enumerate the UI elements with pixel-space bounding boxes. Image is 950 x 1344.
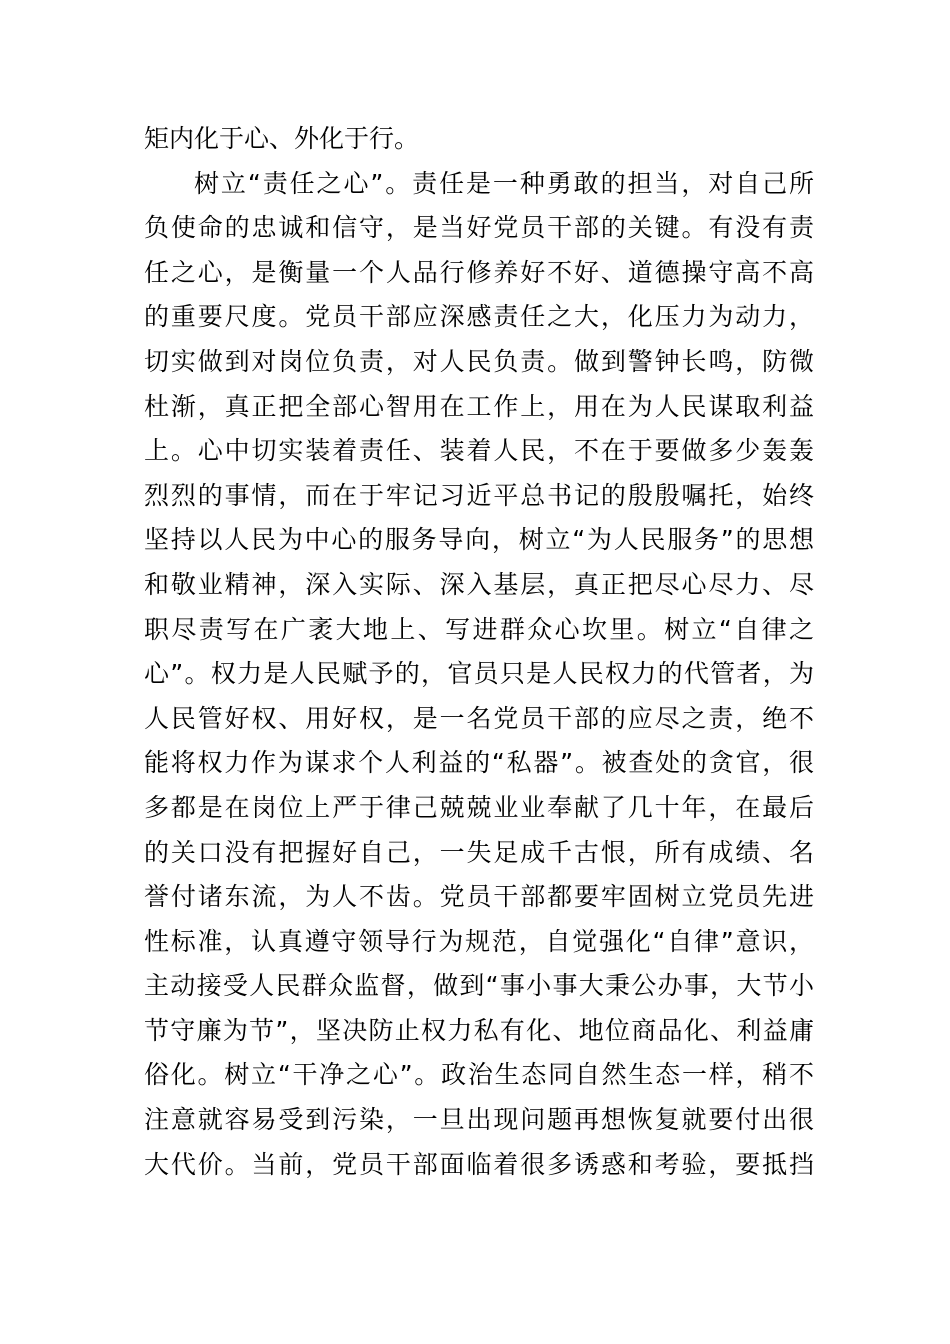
- text-line: 树立“责任之心”。责任是一种勇敢的担当，对自己所: [194, 168, 814, 198]
- text-line: 职尽责写在广袤大地上、写进群众心坎里。树立“自律之: [144, 614, 814, 644]
- text-line: 注意就容易受到污染，一旦出现问题再想恢复就要付出很: [144, 1105, 814, 1135]
- text-line: 多都是在岗位上严于律己兢兢业业奉献了几十年，在最后: [144, 792, 814, 822]
- text-line: 杜渐，真正把全部心智用在工作上，用在为人民谋取利益: [144, 391, 814, 421]
- text-line: 人民管好权、用好权，是一名党员干部的应尽之责，绝不: [144, 703, 814, 733]
- text-line: 能将权力作为谋求个人利益的“私器”。被查处的贪官，很: [144, 748, 814, 778]
- text-line: 誉付诸东流，为人不齿。党员干部都要牢固树立党员先进: [144, 882, 814, 912]
- text-line: 负使命的忠诚和信守，是当好党员干部的关键。有没有责: [144, 213, 814, 243]
- text-line: 上。心中切实装着责任、装着人民，不在于要做多少轰轰: [144, 436, 814, 466]
- text-line: 切实做到对岗位负责，对人民负责。做到警钟长鸣，防微: [144, 346, 814, 376]
- text-line: 坚持以人民为中心的服务导向，树立“为人民服务”的思想: [144, 525, 814, 555]
- body-text: [144, 117, 814, 1187]
- text-line: 俗化。树立“干净之心”。政治生态同自然生态一样，稍不: [144, 1060, 814, 1090]
- text-line: 的重要尺度。党员干部应深感责任之大，化压力为动力，: [144, 302, 814, 332]
- text-line: 主动接受人民群众监督，做到“事小事大秉公办事，大节小: [144, 971, 814, 1001]
- text-line: 心”。权力是人民赋予的，官员只是人民权力的代管者，为: [144, 659, 814, 689]
- text-line: 性标准，认真遵守领导行为规范，自觉强化“自律”意识，: [144, 926, 814, 956]
- text-line: 矩内化于心、外化于行。: [144, 124, 420, 153]
- text-line: 和敬业精神，深入实际、深入基层，真正把尽心尽力、尽: [144, 569, 814, 599]
- text-line: 的关口没有把握好自己，一失足成千古恨，所有成绩、名: [144, 837, 814, 867]
- text-line: 烈烈的事情，而在于牢记习近平总书记的殷殷嘱托，始终: [144, 480, 814, 510]
- text-line: 大代价。当前，党员干部面临着很多诱惑和考验，要抵挡: [144, 1149, 814, 1179]
- text-line: 任之心，是衡量一个人品行修养好不好、道德操守高不高: [144, 257, 814, 287]
- text-line: 节守廉为节”，坚决防止权力私有化、地位商品化、利益庸: [144, 1015, 814, 1045]
